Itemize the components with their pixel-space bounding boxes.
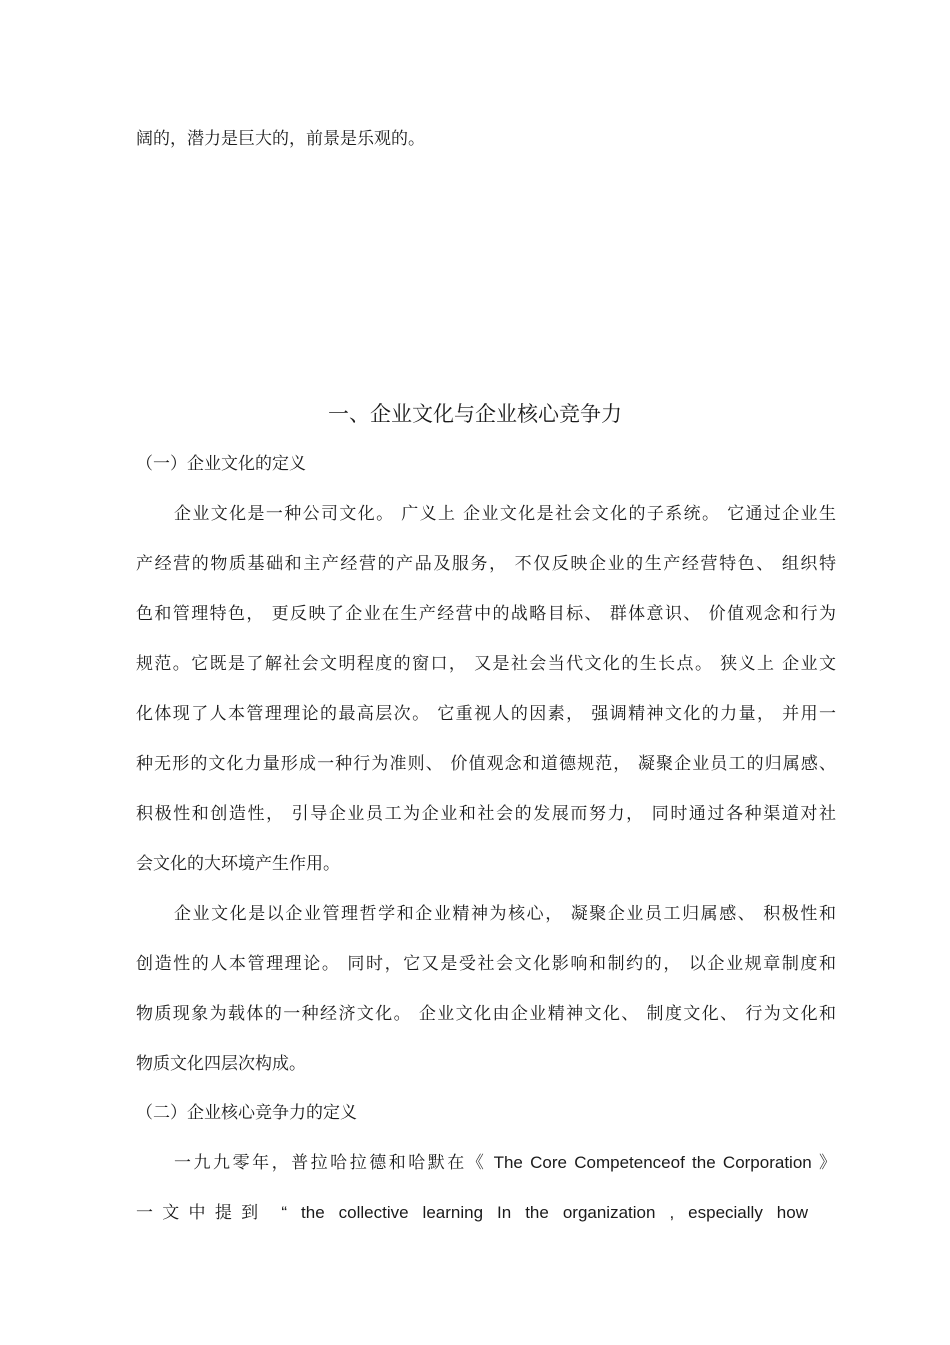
paragraph-1-line: 色和管理特色， 更反映了企业在生产经营中的战略目标、 群体意识、 价值观念和行为 <box>136 604 836 624</box>
section-title: 一、企业文化与企业核心竞争力 <box>328 402 622 426</box>
paragraph-1-line: 规范。它既是了解社会文明程度的窗口， 又是社会当代文化的生长点。 狭义上 企业文 <box>136 654 836 674</box>
paragraph-1-line: 化体现了人本管理理论的最高层次。 它重视人的因素， 强调精神文化的力量， 并用一 <box>136 704 836 724</box>
paragraph-2-line: 物质文化四层次构成。 <box>136 1054 306 1074</box>
paragraph-3-line: 一九九零年，普拉哈拉德和哈默在《 The Core Competenceof the Corporation 》 <box>174 1153 836 1172</box>
paragraph-1-line: 种无形的文化力量形成一种行为准则、 价值观念和道德规范， 凝聚企业员工的归属感、 <box>136 754 836 774</box>
paragraph-1-line: 会文化的大环境产生作用。 <box>136 854 340 874</box>
paragraph-1-line: 积极性和创造性， 引导企业员工为企业和社会的发展而努力， 同时通过各种渠道对社 <box>136 804 836 824</box>
paragraph-1-line: 企业文化是一种公司文化。 广义上 企业文化是社会文化的子系统。 它通过企业生 <box>174 504 836 524</box>
paragraph-2-line: 企业文化是以企业管理哲学和企业精神为核心， 凝聚企业员工归属感、 积极性和 <box>174 904 836 924</box>
paragraph-3-line: 一文中提到 “ the collective learning In the organization , especially how <box>136 1203 808 1222</box>
paragraph-2-line: 创造性的人本管理理论。 同时，它又是受社会文化影响和制约的， 以企业规章制度和 <box>136 954 836 974</box>
subsection-title-1: （一）企业文化的定义 <box>136 454 306 474</box>
subsection-title-2: （二）企业核心竞争力的定义 <box>136 1103 357 1123</box>
top-text-fragment: 阔的，潜力是巨大的，前景是乐观的。 <box>136 129 425 149</box>
paragraph-1-line: 产经营的物质基础和主产经营的产品及服务， 不仅反映企业的生产经营特色、 组织特 <box>136 554 836 574</box>
paragraph-2-line: 物质现象为载体的一种经济文化。 企业文化由企业精神文化、 制度文化、 行为文化和 <box>136 1004 836 1024</box>
